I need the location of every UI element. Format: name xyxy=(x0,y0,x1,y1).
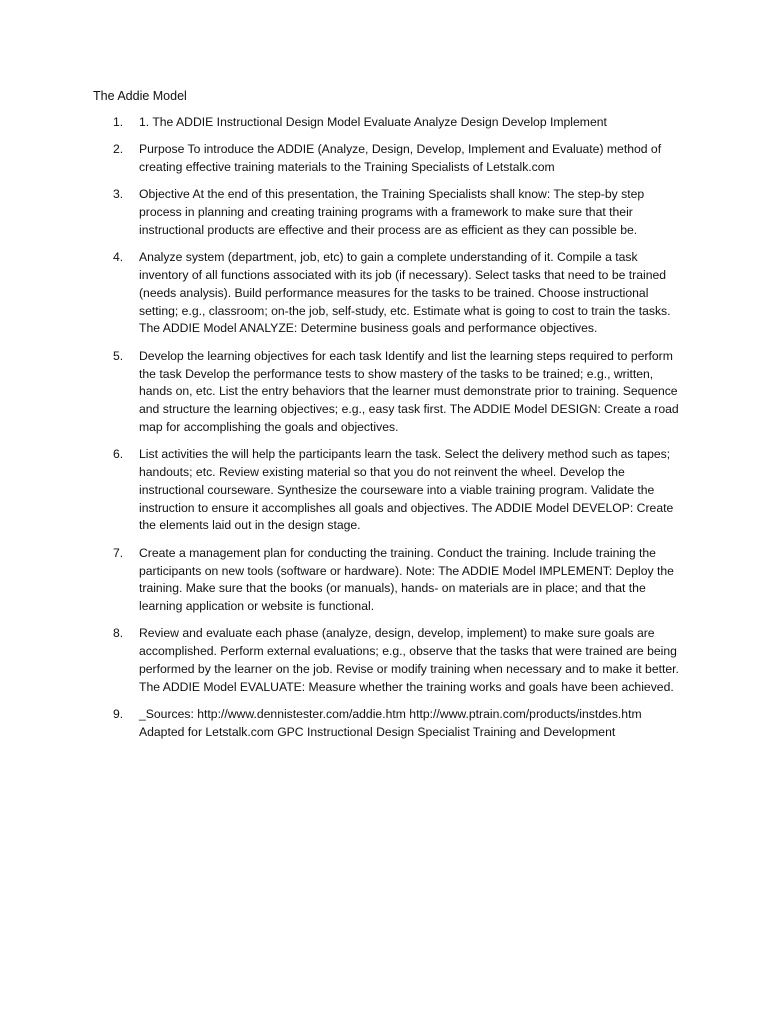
list-item-text: Analyze system (department, job, etc) to gain a complete understanding of it. Compile a task inventory of all functions associated with its job (if necessary). Select tasks that need to be trained (needs analysis). Build performance measures for the tasks to be trained. Choose instructional setting; e.g., classroom; on-the job, self-study, etc. Estimate what is going to cost to train the tasks. The ADDIE Model ANALYZE: Determine business goals and performance objectives. xyxy=(139,250,671,336)
list-item-number: 4. xyxy=(113,250,124,265)
list-item xyxy=(0,446,768,535)
list-item xyxy=(0,625,768,696)
list-item-text: Purpose To introduce the ADDIE (Analyze, Design, Develop, Implement and Evaluate) method of creating effective training materials to the Training Specialists of Letstalk.com xyxy=(139,142,662,175)
list-item-text: List activities the will help the participants learn the task. Select the delivery method such as tapes; handouts; etc. Review existing material so that you do not reinvent the wheel. Develop the instructional courseware. Synthesize the courseware into a viable training program. Validate the instruction to ensure it accomplishes all goals and objectives. The ADDIE Model DEVELOP: Create the elements laid out in the design stage. xyxy=(139,447,674,533)
list-item-number: 5. xyxy=(113,348,124,363)
list-item-number: 9. xyxy=(113,707,124,722)
list-item-number: 2. xyxy=(113,142,124,157)
list-item-number: 8. xyxy=(113,626,124,641)
list-item xyxy=(0,348,768,437)
numbered-list xyxy=(0,114,768,751)
list-item xyxy=(0,141,768,177)
list-item-number: 7. xyxy=(113,545,124,560)
list-item-text: Objective At the end of this presentation, the Training Specialists shall know: The step-by step process in planning and creating training programs with a framework to make sure that their instructional products are effective and their process are as efficient as they can possible be. xyxy=(139,187,645,237)
list-item xyxy=(0,249,768,338)
list-item-number: 3. xyxy=(113,187,124,202)
list-item xyxy=(0,545,768,616)
list-item-text: Create a management plan for conducting the training. Conduct the training. Include training the participants on new tools (software or hardware). Note: The ADDIE Model IMPLEMENT: Deploy the training. Make sure that the books (or manuals), hands- on materials are in place; and that the learning application or website is functional. xyxy=(139,545,674,614)
list-item-number: 1. xyxy=(113,115,124,129)
list-item xyxy=(0,706,768,742)
list-item-number: 6. xyxy=(113,447,124,462)
list-item-text: Develop the learning objectives for each task Identify and list the learning steps required to perform the task Develop the performance tests to show mastery of the tasks to be trained; e.g., written, hands on, etc. List the entry behaviors that the learner must demonstrate prior to training. Sequence and structure the learning objectives; e.g., easy task first. The ADDIE Model DESIGN: Create a road map for accomplishing the goals and objectives. xyxy=(139,348,679,434)
document-title: The Addie Model xyxy=(93,89,187,103)
list-item-text: Review and evaluate each phase (analyze, design, develop, implement) to make sure goals are accomplished. Perform external evaluations; e.g., observe that the tasks that were trained are being performed by the learner on the job. Revise or modify training when necessary and to make it better. The ADDIE Model EVALUATE: Measure whether the training works and goals have been achieved. xyxy=(139,626,679,694)
list-item-text: 1. The ADDIE Instructional Design Model Evaluate Analyze Design Develop Implement xyxy=(139,115,607,129)
list-item xyxy=(0,186,768,239)
list-item-text: _Sources: http://www.dennistester.com/addie.htm http://www.ptrain.com/products/instdes.htm Adapted for Letstalk.com GPC Instructional Design Specialist Training and Development xyxy=(139,707,642,739)
list-item xyxy=(0,114,768,132)
